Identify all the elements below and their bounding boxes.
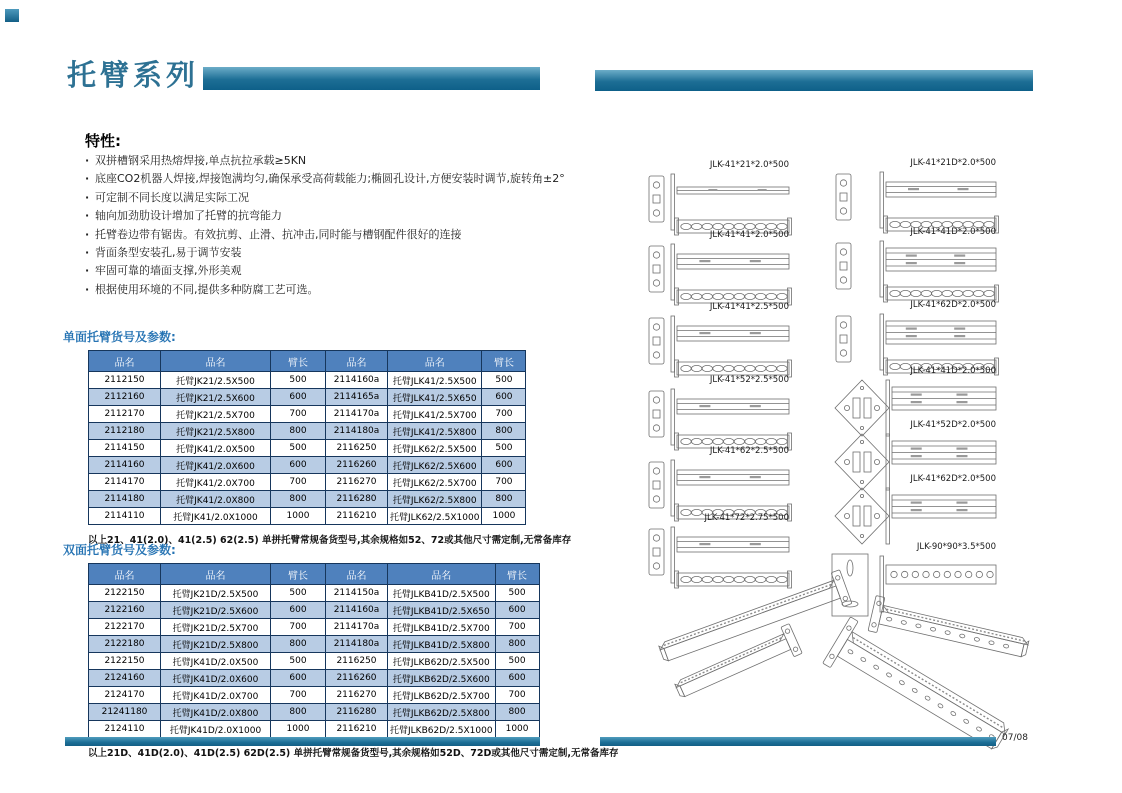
column-header: 品名: [388, 351, 482, 372]
table-row: [89, 440, 526, 457]
table-row: [89, 653, 540, 670]
table-cell: 托臂JK41/2.0X500: [161, 440, 271, 457]
feature-item: · 根据使用环境的不同,提供多种防腐工艺可选。: [85, 281, 567, 299]
table-note: 以上21D、41D(2.0)、41D(2.5) 62D(2.5) 单拼托臂常规备货型号,其余规格如52D、72D或其他尺寸需定制,无常备库存: [88, 748, 619, 759]
table-cell: 500: [271, 653, 326, 670]
feature-item: · 轴向加劲肋设计增加了托臂的抗弯能力: [85, 207, 567, 225]
table-cell: 托臂JLK62/2.5X600: [388, 457, 482, 474]
table-cell: 托臂JK41D/2.0X800: [161, 704, 271, 721]
table-cell: 2122150: [89, 585, 161, 602]
column-header: 品名: [326, 564, 388, 585]
table-cell: 2114170a: [326, 406, 388, 423]
column-header: 品名: [161, 564, 271, 585]
table-cell: 托臂JK41/2.0X800: [161, 491, 271, 508]
table-cell: 700: [271, 406, 326, 423]
table-cell: 2116260: [326, 457, 388, 474]
table-cell: 700: [495, 619, 539, 636]
feature-item: · 托臂卷边带有锯齿。有效抗剪、止滑、抗冲击,同时能与槽钢配件很好的连接: [85, 226, 567, 244]
table-cell: 托臂JLK41/2.5X650: [388, 389, 482, 406]
table-cell: 500: [495, 585, 539, 602]
table-cell: 500: [495, 653, 539, 670]
table-header-row: [89, 351, 526, 372]
table-cell: 800: [482, 491, 526, 508]
table-cell: 托臂JK21/2.5X600: [161, 389, 271, 406]
table-cell: 托臂JLKB62D/2.5X700: [388, 687, 496, 704]
table-cell: 800: [271, 704, 326, 721]
table-cell: 1000: [495, 721, 539, 738]
table-cell: 2122160: [89, 602, 161, 619]
corner-accent: [5, 9, 19, 22]
isometric-drawings: [592, 0, 1062, 793]
section-heading: 双面托臂货号及参数:: [63, 543, 176, 557]
table-cell: 1000: [271, 508, 326, 525]
table-section: [63, 328, 572, 546]
table-cell: 托臂JLKB62D/2.5X800: [388, 704, 496, 721]
table-cell: 托臂JK21/2.5X700: [161, 406, 271, 423]
feature-item: · 底座CO2机器人焊接,焊接饱满均匀,确保承受高荷载能力;椭圆孔设计,方便安装时调节,旋转角±2°: [85, 170, 567, 188]
table-row: [89, 687, 540, 704]
svg-text:JLK-90*90*3.5*500: JLK-90*90*3.5*500: [916, 542, 996, 552]
table-cell: 2116280: [326, 704, 388, 721]
svg-text:JLK-41*62D*2.0*500: JLK-41*62D*2.0*500: [910, 300, 996, 310]
table-cell: 托臂JK41D/2.0X600: [161, 670, 271, 687]
table-cell: 600: [495, 602, 539, 619]
svg-text:JLK-41*21*2.0*500: JLK-41*21*2.0*500: [709, 160, 789, 170]
table-note: 以上21、41(2.0)、41(2.5) 62(2.5) 单拼托臂常规备货型号,其余规格如52、72或其他尺寸需定制,无常备库存: [88, 535, 572, 546]
table-cell: 2114165a: [326, 389, 388, 406]
table-cell: 2116260: [326, 670, 388, 687]
table-cell: 托臂JK21D/2.5X800: [161, 636, 271, 653]
right-page-footer-bar: [600, 737, 996, 746]
table-cell: 托臂JK21/2.5X500: [161, 372, 271, 389]
table-row: [89, 457, 526, 474]
table-cell: 2112150: [89, 372, 161, 389]
table-cell: 800: [271, 636, 326, 653]
table-cell: 2124110: [89, 721, 161, 738]
svg-text:JLK-41*41D*2.0*500: JLK-41*41D*2.0*500: [910, 366, 996, 376]
feature-item: · 可定制不同长度以满足实际工况: [85, 189, 567, 207]
page-number: 07/08: [1002, 733, 1028, 743]
table-row: [89, 491, 526, 508]
table-cell: 托臂JLKB62D/2.5X500: [388, 653, 496, 670]
table-section: [63, 541, 619, 759]
table-row: [89, 389, 526, 406]
column-header: 品名: [89, 564, 161, 585]
table-cell: 500: [482, 440, 526, 457]
table-cell: 托臂JK21D/2.5X600: [161, 602, 271, 619]
table-cell: 800: [495, 636, 539, 653]
feature-item: · 双拼槽钢采用热熔焊接,单点抗拉承载≥5KN: [85, 152, 567, 170]
features-heading: 特性:: [85, 132, 121, 150]
table-cell: 2114150a: [326, 585, 388, 602]
table-cell: 托臂JLKB41D/2.5X500: [388, 585, 496, 602]
table-cell: 1000: [482, 508, 526, 525]
table-cell: 托臂JLK62/2.5X1000: [388, 508, 482, 525]
left-page-footer-bar: [65, 737, 540, 746]
table-cell: 700: [271, 619, 326, 636]
features-list: [85, 152, 567, 299]
table-row: [89, 721, 540, 738]
table-row: [89, 423, 526, 440]
table-cell: 2122150: [89, 653, 161, 670]
table-cell: 500: [271, 585, 326, 602]
left-page: [63, 0, 619, 793]
table-cell: 600: [482, 457, 526, 474]
table-cell: 2116280: [326, 491, 388, 508]
table-cell: 500: [271, 372, 326, 389]
table-cell: 2114170a: [326, 619, 388, 636]
table-cell: 托臂JK41D/2.0X1000: [161, 721, 271, 738]
table-row: [89, 372, 526, 389]
table-cell: 托臂JK21D/2.5X500: [161, 585, 271, 602]
table-cell: 700: [271, 474, 326, 491]
table-cell: 2122170: [89, 619, 161, 636]
column-header: 臂长: [271, 351, 326, 372]
column-header: 品名: [388, 564, 496, 585]
column-header: 臂长: [482, 351, 526, 372]
feature-item: · 牢固可靠的墙面支撑,外形美观: [85, 262, 567, 280]
title-bar-decoration: [203, 67, 540, 90]
parts-table: [88, 350, 526, 525]
table-cell: 2114170: [89, 474, 161, 491]
table-cell: 2114150: [89, 440, 161, 457]
table-cell: 2114180a: [326, 636, 388, 653]
table-row: [89, 602, 540, 619]
page-title: 托臂系列: [67, 58, 200, 92]
column-header: 品名: [89, 351, 161, 372]
table-cell: 托臂JLK62/2.5X700: [388, 474, 482, 491]
table-row: [89, 585, 540, 602]
table-cell: 1000: [271, 721, 326, 738]
feature-item: · 背面条型安装孔,易于调节安装: [85, 244, 567, 262]
table-cell: 2114160: [89, 457, 161, 474]
table-cell: 500: [482, 372, 526, 389]
svg-text:JLK-41*41*2.0*500: JLK-41*41*2.0*500: [709, 230, 789, 240]
table-cell: 2116250: [326, 653, 388, 670]
svg-text:JLK-41*21D*2.0*500: JLK-41*21D*2.0*500: [910, 158, 996, 168]
table-cell: 托臂JLKB62D/2.5X1000: [388, 721, 496, 738]
table-cell: 600: [482, 389, 526, 406]
svg-text:JLK-41*52D*2.0*500: JLK-41*52D*2.0*500: [910, 420, 996, 430]
table-cell: 2114180a: [326, 423, 388, 440]
svg-text:JLK-41*62D*2.0*500: JLK-41*62D*2.0*500: [910, 474, 996, 484]
parts-table: [88, 563, 540, 738]
table-cell: 托臂JLK62/2.5X500: [388, 440, 482, 457]
table-cell: 托臂JK21D/2.5X700: [161, 619, 271, 636]
isometric-bracket: [655, 570, 851, 671]
table-cell: 800: [482, 423, 526, 440]
column-header: 臂长: [495, 564, 539, 585]
section-heading: 单面托臂货号及参数:: [63, 330, 176, 344]
svg-text:JLK-41*41D*2.0*500: JLK-41*41D*2.0*500: [910, 227, 996, 237]
table-cell: 600: [271, 602, 326, 619]
table-cell: 700: [482, 474, 526, 491]
table-cell: 800: [271, 491, 326, 508]
table-cell: 700: [495, 687, 539, 704]
table-cell: 800: [495, 704, 539, 721]
table-cell: 700: [271, 687, 326, 704]
table-row: [89, 670, 540, 687]
svg-text:JLK-41*52*2.5*500: JLK-41*52*2.5*500: [709, 375, 789, 385]
table-cell: 2116210: [326, 508, 388, 525]
table-cell: 600: [271, 457, 326, 474]
table-cell: 托臂JLKB41D/2.5X800: [388, 636, 496, 653]
table-row: [89, 636, 540, 653]
table-cell: 2116250: [326, 440, 388, 457]
table-cell: 托臂JLK62/2.5X800: [388, 491, 482, 508]
table-cell: 托臂JK41/2.0X700: [161, 474, 271, 491]
table-cell: 2116270: [326, 687, 388, 704]
table-cell: 600: [271, 670, 326, 687]
table-cell: 2122180: [89, 636, 161, 653]
table-cell: 托臂JK41/2.0X1000: [161, 508, 271, 525]
table-row: [89, 406, 526, 423]
table-cell: 2112160: [89, 389, 161, 406]
svg-text:JLK-41*72*2.75*500: JLK-41*72*2.75*500: [704, 513, 789, 523]
table-cell: 托臂JLKB62D/2.5X600: [388, 670, 496, 687]
table-cell: 托臂JLK41/2.5X800: [388, 423, 482, 440]
table-cell: 2114180: [89, 491, 161, 508]
table-cell: 托臂JK21/2.5X800: [161, 423, 271, 440]
table-header-row: [89, 564, 540, 585]
table-cell: 2124170: [89, 687, 161, 704]
table-cell: 2112180: [89, 423, 161, 440]
right-page: [592, 0, 1062, 793]
table-cell: 2116210: [326, 721, 388, 738]
table-cell: 托臂JLK41/2.5X500: [388, 372, 482, 389]
svg-text:JLK-41*41*2.5*500: JLK-41*41*2.5*500: [709, 302, 789, 312]
table-cell: 托臂JLK41/2.5X700: [388, 406, 482, 423]
table-cell: 500: [271, 440, 326, 457]
table-cell: 2116270: [326, 474, 388, 491]
table-cell: 2114160a: [326, 372, 388, 389]
table-cell: 600: [495, 670, 539, 687]
column-header: 品名: [161, 351, 271, 372]
table-cell: 700: [482, 406, 526, 423]
table-row: [89, 704, 540, 721]
table-row: [89, 474, 526, 491]
table-cell: 21241180: [89, 704, 161, 721]
table-row: [89, 508, 526, 525]
table-cell: 托臂JK41/2.0X600: [161, 457, 271, 474]
table-row: [89, 619, 540, 636]
table-cell: 托臂JLKB41D/2.5X700: [388, 619, 496, 636]
svg-text:JLK-41*62*2.5*500: JLK-41*62*2.5*500: [709, 446, 789, 456]
table-cell: 托臂JK41D/2.0X700: [161, 687, 271, 704]
column-header: 品名: [326, 351, 388, 372]
column-header: 臂长: [271, 564, 326, 585]
table-cell: 2114160a: [326, 602, 388, 619]
table-cell: 600: [271, 389, 326, 406]
table-cell: 800: [271, 423, 326, 440]
table-cell: 托臂JK41D/2.0X500: [161, 653, 271, 670]
table-cell: 2114110: [89, 508, 161, 525]
table-cell: 2124160: [89, 670, 161, 687]
table-cell: 2112170: [89, 406, 161, 423]
table-cell: 托臂JLKB41D/2.5X650: [388, 602, 496, 619]
